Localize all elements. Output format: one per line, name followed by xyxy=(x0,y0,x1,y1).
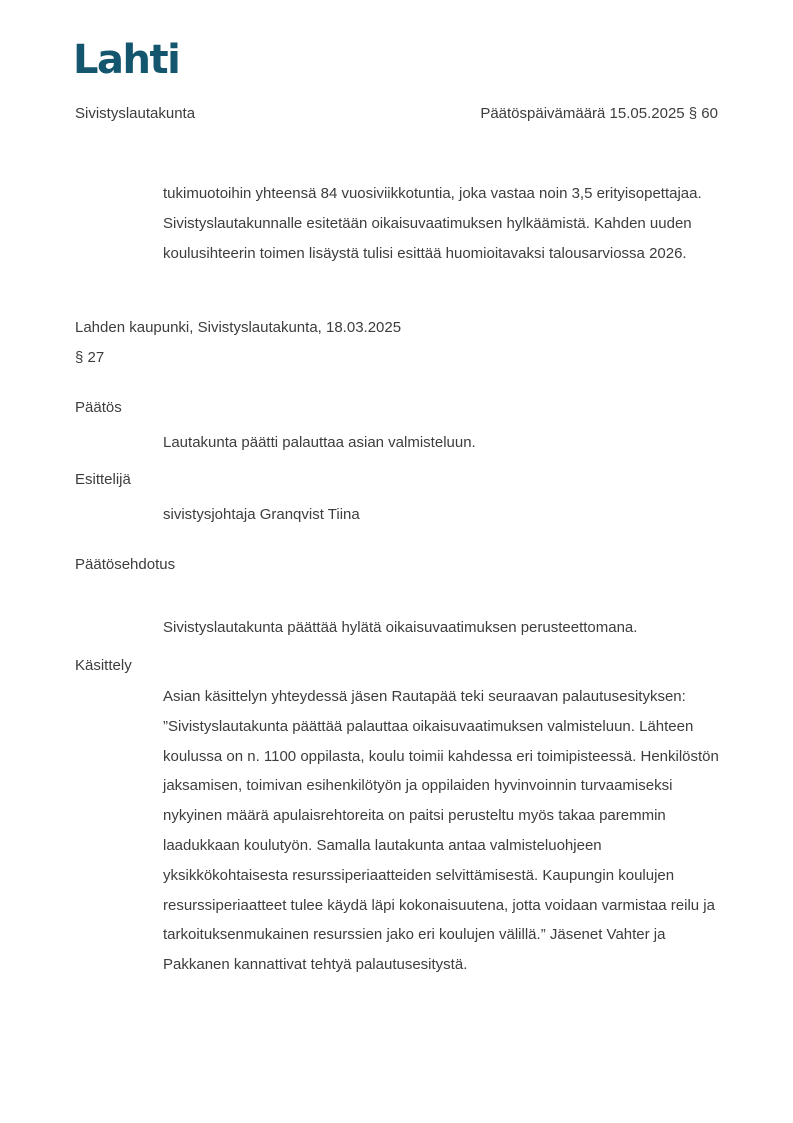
meeting-reference xyxy=(75,313,401,373)
lahti-city-logo: Lahti xyxy=(73,37,180,83)
meeting-reference-section-number: § 27 xyxy=(75,349,105,366)
meeting-reference-line: Lahden kaupunki, Sivistyslautakunta, 18.03.2025 xyxy=(75,319,402,336)
section-content-paatosehdotus: Sivistyslautakunta päättää hylätä oikaisuvaatimuksen perusteettomana. xyxy=(163,619,638,636)
section-label-esittelija: Esittelijä xyxy=(75,471,131,488)
section-content-kasittely: Asian käsittelyn yhteydessä jäsen Rautapää teki seuraavan palautusesityksen: ”Sivistyslautakunta päättää palauttaa oikaisuvaatimuksen valmisteluun. Lähteen koulussa on n. 1100 oppilasta, koulu toimii kahdessa eri toimipisteessä. Henkilöstön jaksamisen, toimivan esihenkilötyön ja oppilaiden hyvinvoinnin turvaamiseksi nykyinen määrä apulaisrehtoreita on paitsi perusteltu myös takaa paremmin laadukkaan koulutyön. Samalla lautakunta antaa valmisteluohjeen yksikkökohtaisesta resurssiperiaatteiden selvittämisestä. Kaupungin koulujen resurssiperiaatteet tulee käydä läpi kokonaisuutena, jotta voidaan varmistaa reilu ja tarkoituksenmukainen resurssien jako eri koulujen välillä.” Jäsenet Vahter ja Pakkanen kannattivat tehtyä palautusesitystä. xyxy=(163,688,719,974)
page-header xyxy=(75,105,718,123)
section-label-paatosehdotus: Päätösehdotus xyxy=(75,556,176,573)
decision-date-and-section: Päätöspäivämäärä 15.05.2025 § 60 xyxy=(480,105,718,122)
section-content-esittelija: sivistysjohtaja Granqvist Tiina xyxy=(163,506,360,523)
section-label-kasittely: Käsittely xyxy=(75,657,132,674)
committee-name: Sivistyslautakunta xyxy=(75,105,196,122)
section-label-paatos: Päätös xyxy=(75,399,122,416)
intro-paragraph: tukimuotoihin yhteensä 84 vuosiviikkotuntia, joka vastaa noin 3,5 erityisopettajaa. Sivistyslautakunnalle esitetään oikaisuvaatimuksen hylkäämistä. Kahden uuden koulusihteerin toimen lisäystä tulisi esittää huomioitavaksi talousarviossa 2026. xyxy=(163,185,702,262)
section-content-paatos: Lautakunta päätti palauttaa asian valmisteluun. xyxy=(163,434,476,451)
